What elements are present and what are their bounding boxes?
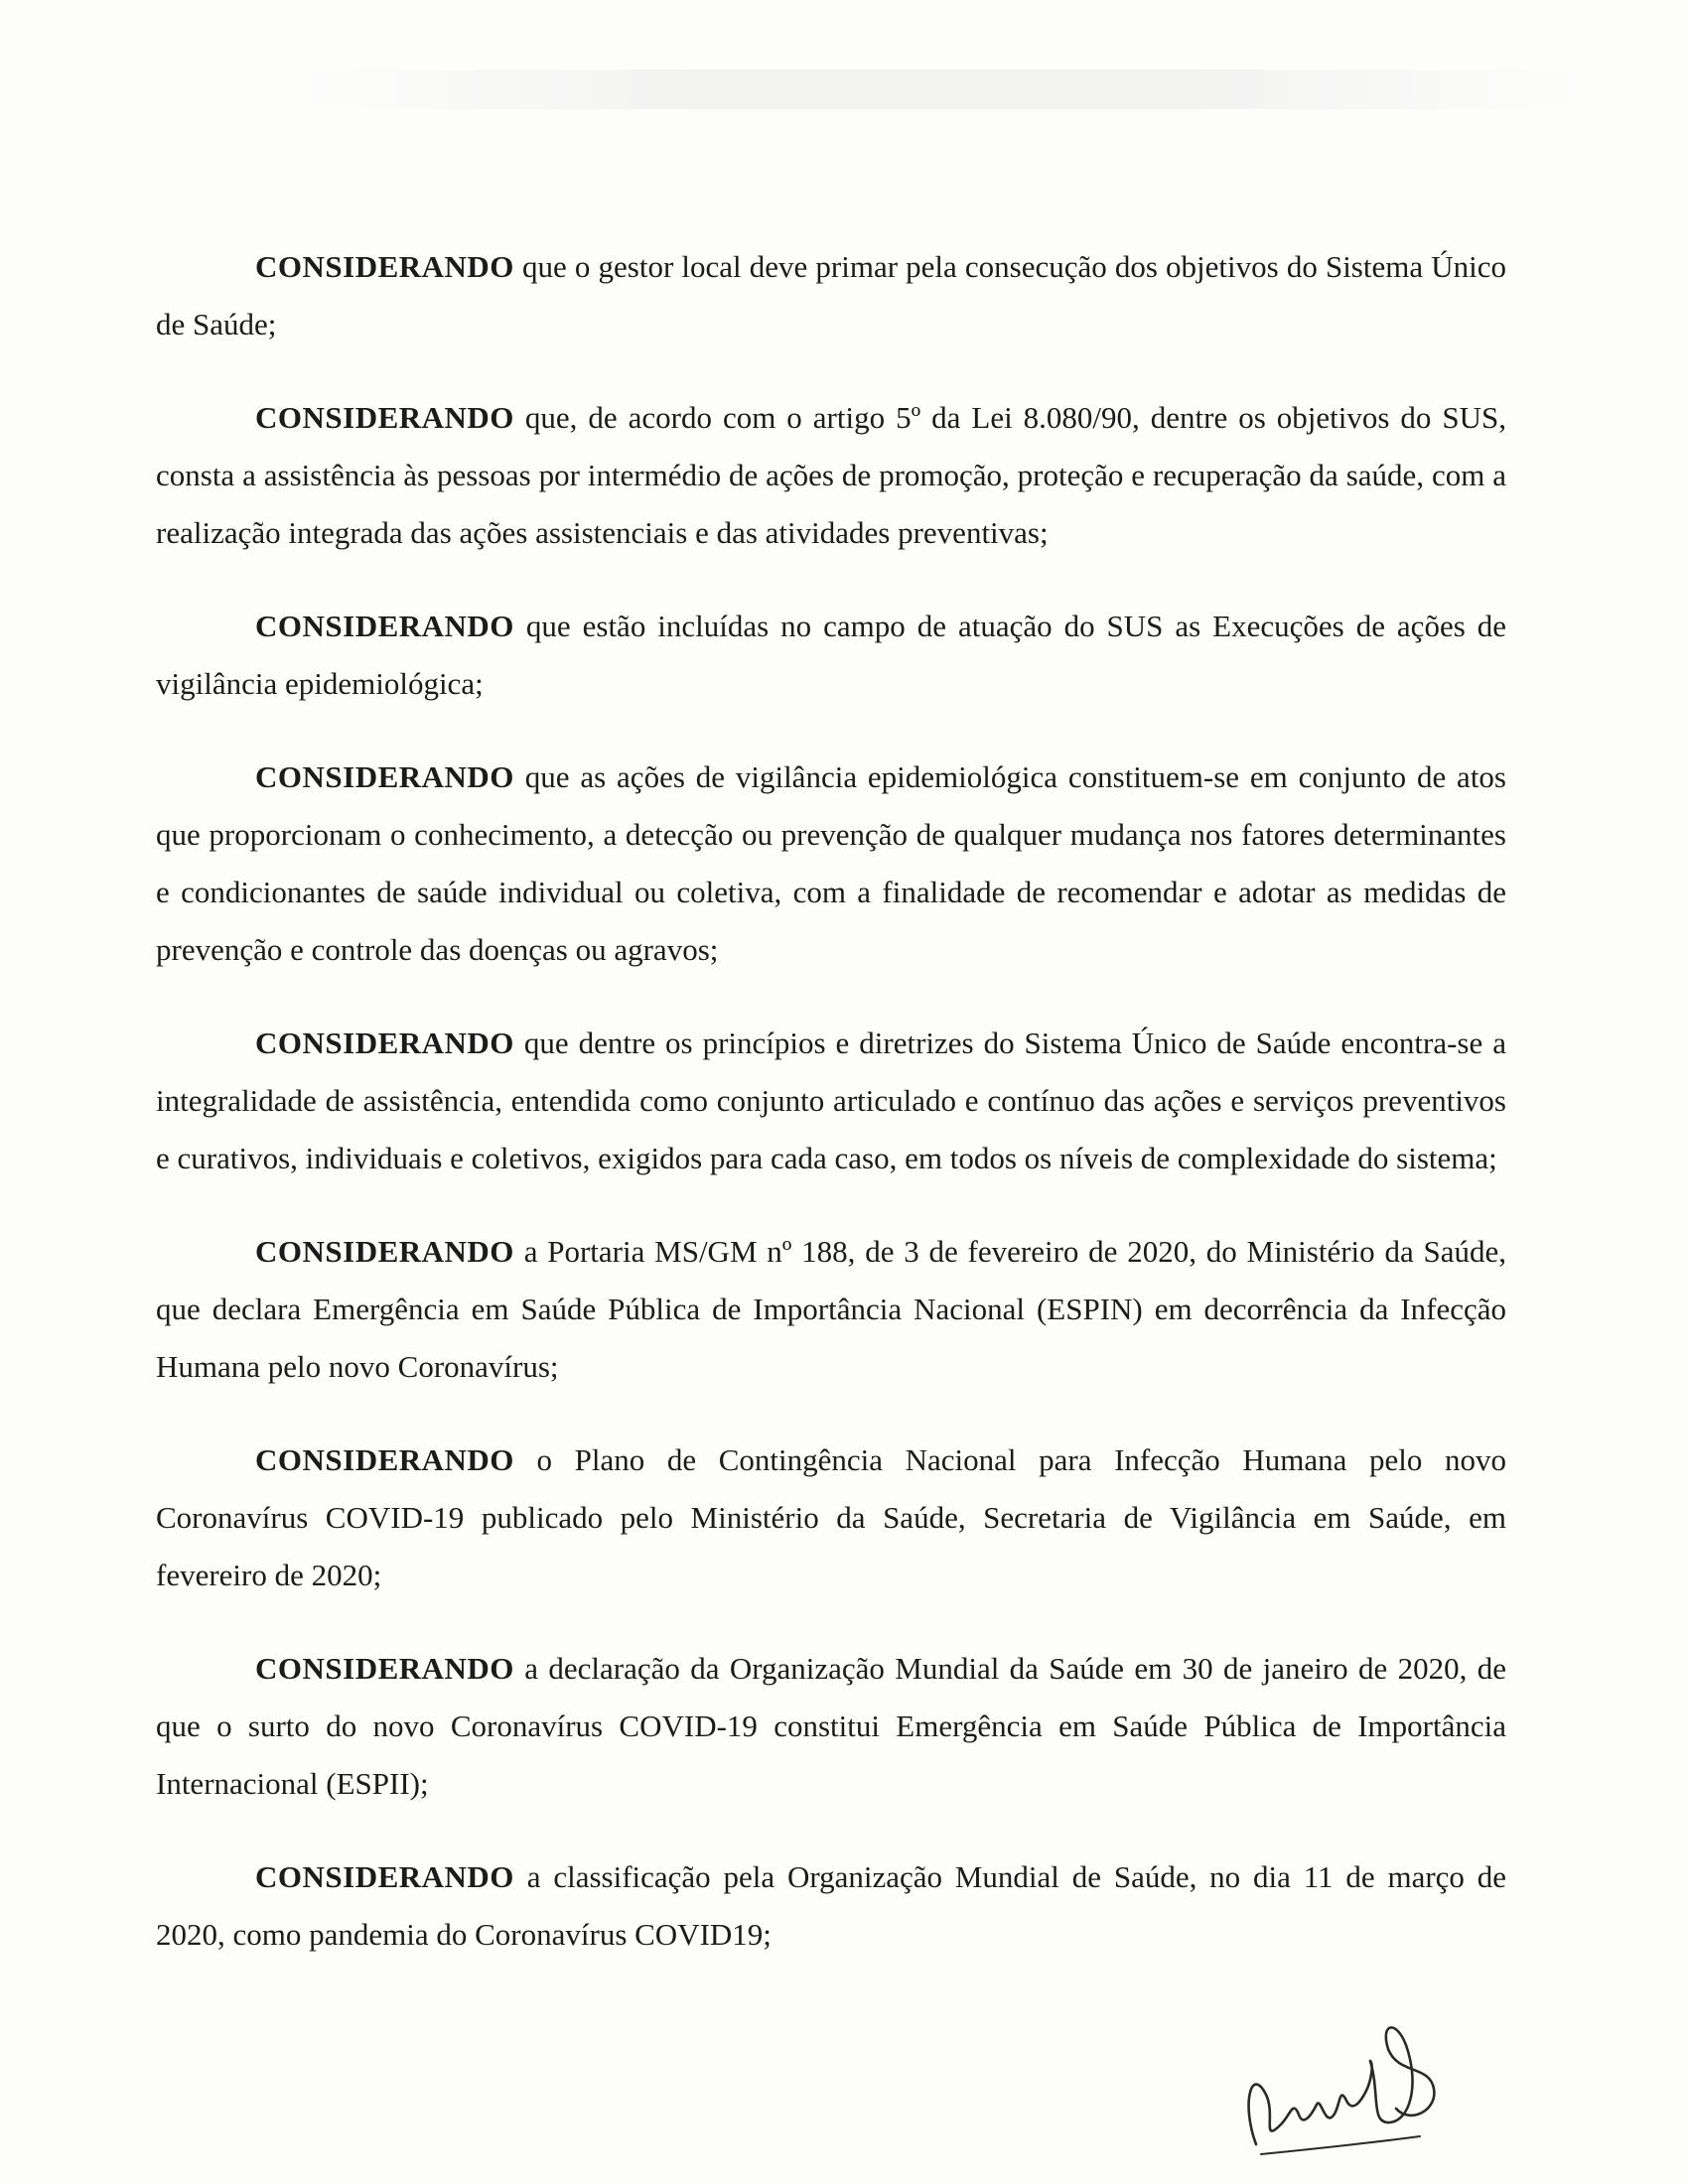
keyword: CONSIDERANDO [255,1651,514,1686]
considerando-paragraph-9 [156,1848,1506,1964]
considerando-paragraph-1 [156,238,1506,353]
considerando-paragraph-2 [156,389,1506,562]
signature-underline [1261,2136,1420,2154]
scan-shadow [298,69,1589,109]
keyword: CONSIDERANDO [255,609,514,643]
considerando-paragraph-5 [156,1015,1506,1187]
keyword: CONSIDERANDO [255,1234,514,1269]
paragraph-text: que dentre os princípios e diretrizes do Sistema Único de Saúde encontra-se a integralidade de assistência, entendida como conjunto articulado e contínuo das ações e serviços preventivos e curativos, individuais e coletivos, exigidos para cada caso, em todos os níveis de complexidade do sistema; [156,1025,1506,1175]
keyword: CONSIDERANDO [255,759,514,794]
paragraph-text: a classificação pela Organização Mundial de Saúde, no dia 11 de março de 2020, como pandemia do Coronavírus COVID19; [156,1859,1506,1952]
keyword: CONSIDERANDO [255,1025,514,1060]
paragraph-text: que, de acordo com o artigo 5º da Lei 8.080/90, dentre os objetivos do SUS, consta a assistência às pessoas por intermédio de ações de promoção, proteção e recuperação da saúde, com a realização integrada das ações assistenciais e das atividades preventivas; [156,400,1506,550]
paragraph-text: o Plano de Contingência Nacional para Infecção Humana pelo novo Coronavírus COVID-19 publicado pelo Ministério da Saúde, Secretaria de Vigilância em Saúde, em fevereiro de 2020; [156,1442,1506,1592]
keyword: CONSIDERANDO [255,1859,514,1894]
signature-stroke-1 [1249,2061,1372,2144]
paragraph-text: que o gestor local deve primar pela consecução dos objetivos do Sistema Único de Saúde; [156,249,1506,341]
paragraph-text: que as ações de vigilância epidemiológica constituem-se em conjunto de atos que proporcionam o conhecimento, a detecção ou prevenção de qualquer mudança nos fatores determinantes e condicionantes de saúde individual ou coletiva, com a finalidade de recomendar e adotar as medidas de prevenção e controle das doenças ou agravos; [156,759,1506,967]
considerando-paragraph-6 [156,1223,1506,1396]
signature-stroke-2 [1370,2027,1434,2122]
paragraph-text: a Portaria MS/GM nº 188, de 3 de fevereiro de 2020, do Ministério da Saúde, que declara Emergência em Saúde Pública de Importância Nacional (ESPIN) em decorrência da Infecção Humana pelo novo Coronavírus; [156,1234,1506,1384]
keyword: CONSIDERANDO [255,1442,514,1477]
considerando-paragraph-7 [156,1432,1506,1604]
considerando-paragraph-4 [156,749,1506,979]
considerando-paragraph-3 [156,598,1506,713]
keyword: CONSIDERANDO [255,400,514,435]
paragraph-text: que estão incluídas no campo de atuação do SUS as Execuções de ações de vigilância epidemiológica; [156,609,1506,701]
considerando-paragraph-8 [156,1640,1506,1813]
keyword: CONSIDERANDO [255,249,514,284]
paragraph-text: a declaração da Organização Mundial da Saúde em 30 de janeiro de 2020, de que o surto do novo Coronavírus COVID-19 constitui Emergência em Saúde Pública de Importância Internacional (ESPII); [156,1651,1506,1801]
handwritten-signature [1221,2005,1470,2164]
document-body [156,238,1506,1999]
